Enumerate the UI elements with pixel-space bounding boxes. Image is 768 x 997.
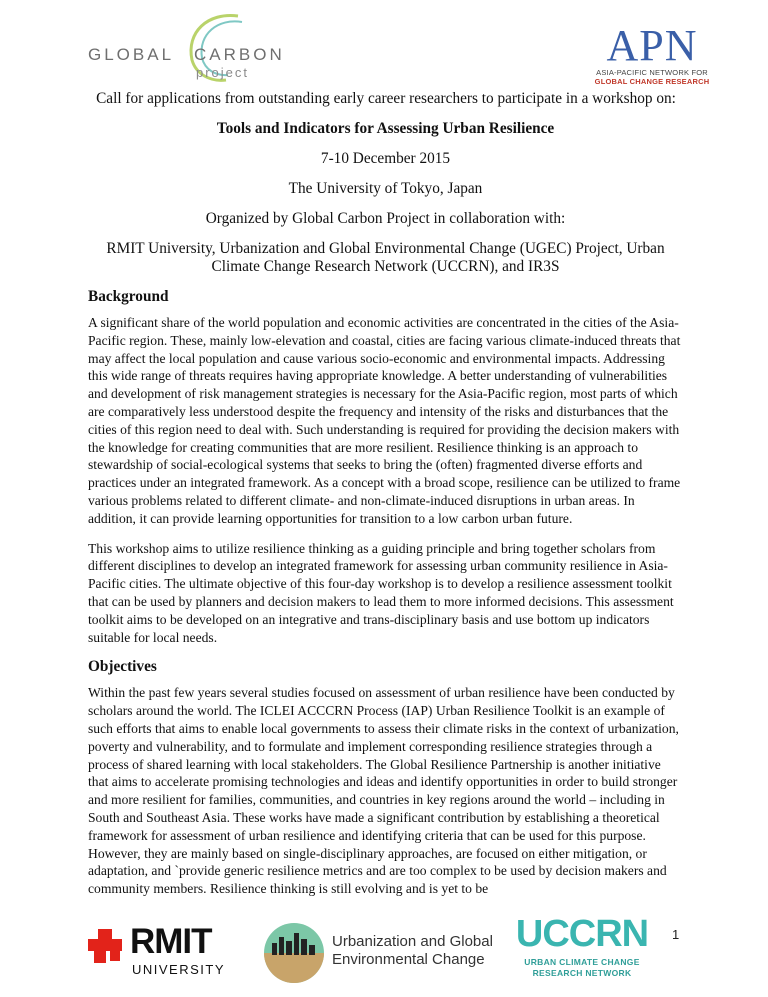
objectives-paragraph-1: Within the past few years several studies focused on assessment of urban resilience have been conducted by scholars around the world. The ICLEI ACCCRN Process (IAP) Urban Resilience Toolkit is an example of such efforts that aims to enable local governments to assess their climate risks in the context of urbanization, poverty and vulnerability, and to formulate and implement corresponding resilience strategies through a process of shared learning with local stakeholders. The Global Resilience Partnership is another initiative that aims to accelerate promising technologies and ideas and identify opportunities in order to build stronger and more resilient for families, communities, and countries in key regions around the world – including in South and Southeast Asia. These works have made a significant contribution by establishing a theoretical framework for assessment of urban resilience and identifying criteria that can be used for this purpose. However, they are mainly based on single-disciplinary approaches, are focused on either mitigation, or adaptation, and `provide generic resilience metrics and are too complex to be used by decision makers and community members. Resilience thinking is still evolving and is yet to be	[88, 685, 679, 897]
uccrn-logo-line1: URBAN CLIMATE CHANGE	[524, 957, 640, 967]
apn-logo	[572, 21, 732, 90]
workshop-dates: 7-10 December 2015	[320, 150, 451, 167]
rmit-university-logo	[86, 923, 236, 983]
workshop-venue: The University of Tokyo, Japan	[288, 180, 483, 197]
section-heading-background: Background	[88, 288, 169, 305]
ugec-logo-line1: Urbanization and Global	[332, 933, 493, 950]
rmit-logo-name: RMIT	[130, 922, 212, 961]
document-body	[88, 90, 683, 910]
uccrn-logo	[512, 911, 652, 991]
workshop-title: Tools and Indicators for Assessing Urban Resilience	[216, 120, 555, 137]
uccrn-logo-mark: UCCRN	[515, 913, 649, 955]
call-for-applications: Call for applications from outstanding early career researchers to participate in a workshop on:	[96, 90, 676, 107]
uccrn-logo-line2: RESEARCH NETWORK	[532, 968, 632, 978]
global-carbon-project-logo	[88, 8, 288, 88]
background-paragraph-1: A significant share of the world population and economic activities are concentrated in the cities of the Asia-Pacific region. These, mainly low-elevation and coastal, cities are facing various climate-induced threats that may affect the local population and cause various socio-economic and environmental impacts. Addressing this wide range of threats requires having appropriate knowledge. A better understanding of vulnerabilities and development of risk management strategies is necessary for the Asia-Pacific region, most parts of which are comparatively less understood despite the frequency and intensity of the risks and disturbances that the cities of this region need to deal with. Such understanding is required for providing the decision makers with the knowledge for creating communities that are more resilient. Resilience thinking is an approach to stewardship of social-ecological systems that seeks to bring the (often) fragmented diverse efforts and practices under an integrated framework. As a concept with a broad scope, resilience can be utilized to frame various problems related to different climate- and non-climate-induced disruptions in urban areas. In addition, it can provide learning opportunities for transition to a low carbon urban future.	[88, 315, 681, 526]
gcp-logo-word-carbon: CARBON	[194, 45, 285, 64]
rmit-pixel-icon	[86, 927, 126, 967]
ugec-logo-text	[332, 933, 493, 969]
gcp-logo-word-project: project	[196, 65, 250, 80]
ugec-logo	[262, 915, 502, 991]
rmit-logo-sub: UNIVERSITY	[132, 962, 226, 977]
footer-logos	[0, 905, 768, 997]
apn-logo-mark: APN	[606, 21, 698, 70]
ugec-globe-icon	[262, 921, 326, 985]
ugec-logo-line2: Environmental Change	[332, 951, 485, 968]
organized-by: Organized by Global Carbon Project in collaboration with:	[205, 210, 566, 227]
section-heading-objectives: Objectives	[88, 658, 157, 676]
apn-logo-line1: ASIA-PACIFIC NETWORK FOR	[596, 68, 708, 77]
page-number: 1	[672, 927, 680, 942]
background-paragraph-2: This workshop aims to utilize resilience thinking as a guiding principle and bring together scholars from different disciplines to develop an integrated framework for assessing urban community resilience in Asia-Pacific cities. The ultimate objective of this four-day workshop is to develop a resilience assessment toolkit that can be used by planners and decision makers to lead them to more informed decisions. This assessment toolkit aims to be developed on an integrative and trans-disciplinary basis and use bottom up indicators suitable for local needs.	[88, 540, 674, 645]
apn-logo-line2: GLOBAL CHANGE RESEARCH	[594, 77, 710, 86]
gcp-logo-word-global: GLOBAL	[88, 45, 175, 64]
partner-list: RMIT University, Urbanization and Global Environmental Change (UGEC) Project, Urban Climate Change Research Network (UCCRN), and IR3S	[106, 240, 665, 275]
